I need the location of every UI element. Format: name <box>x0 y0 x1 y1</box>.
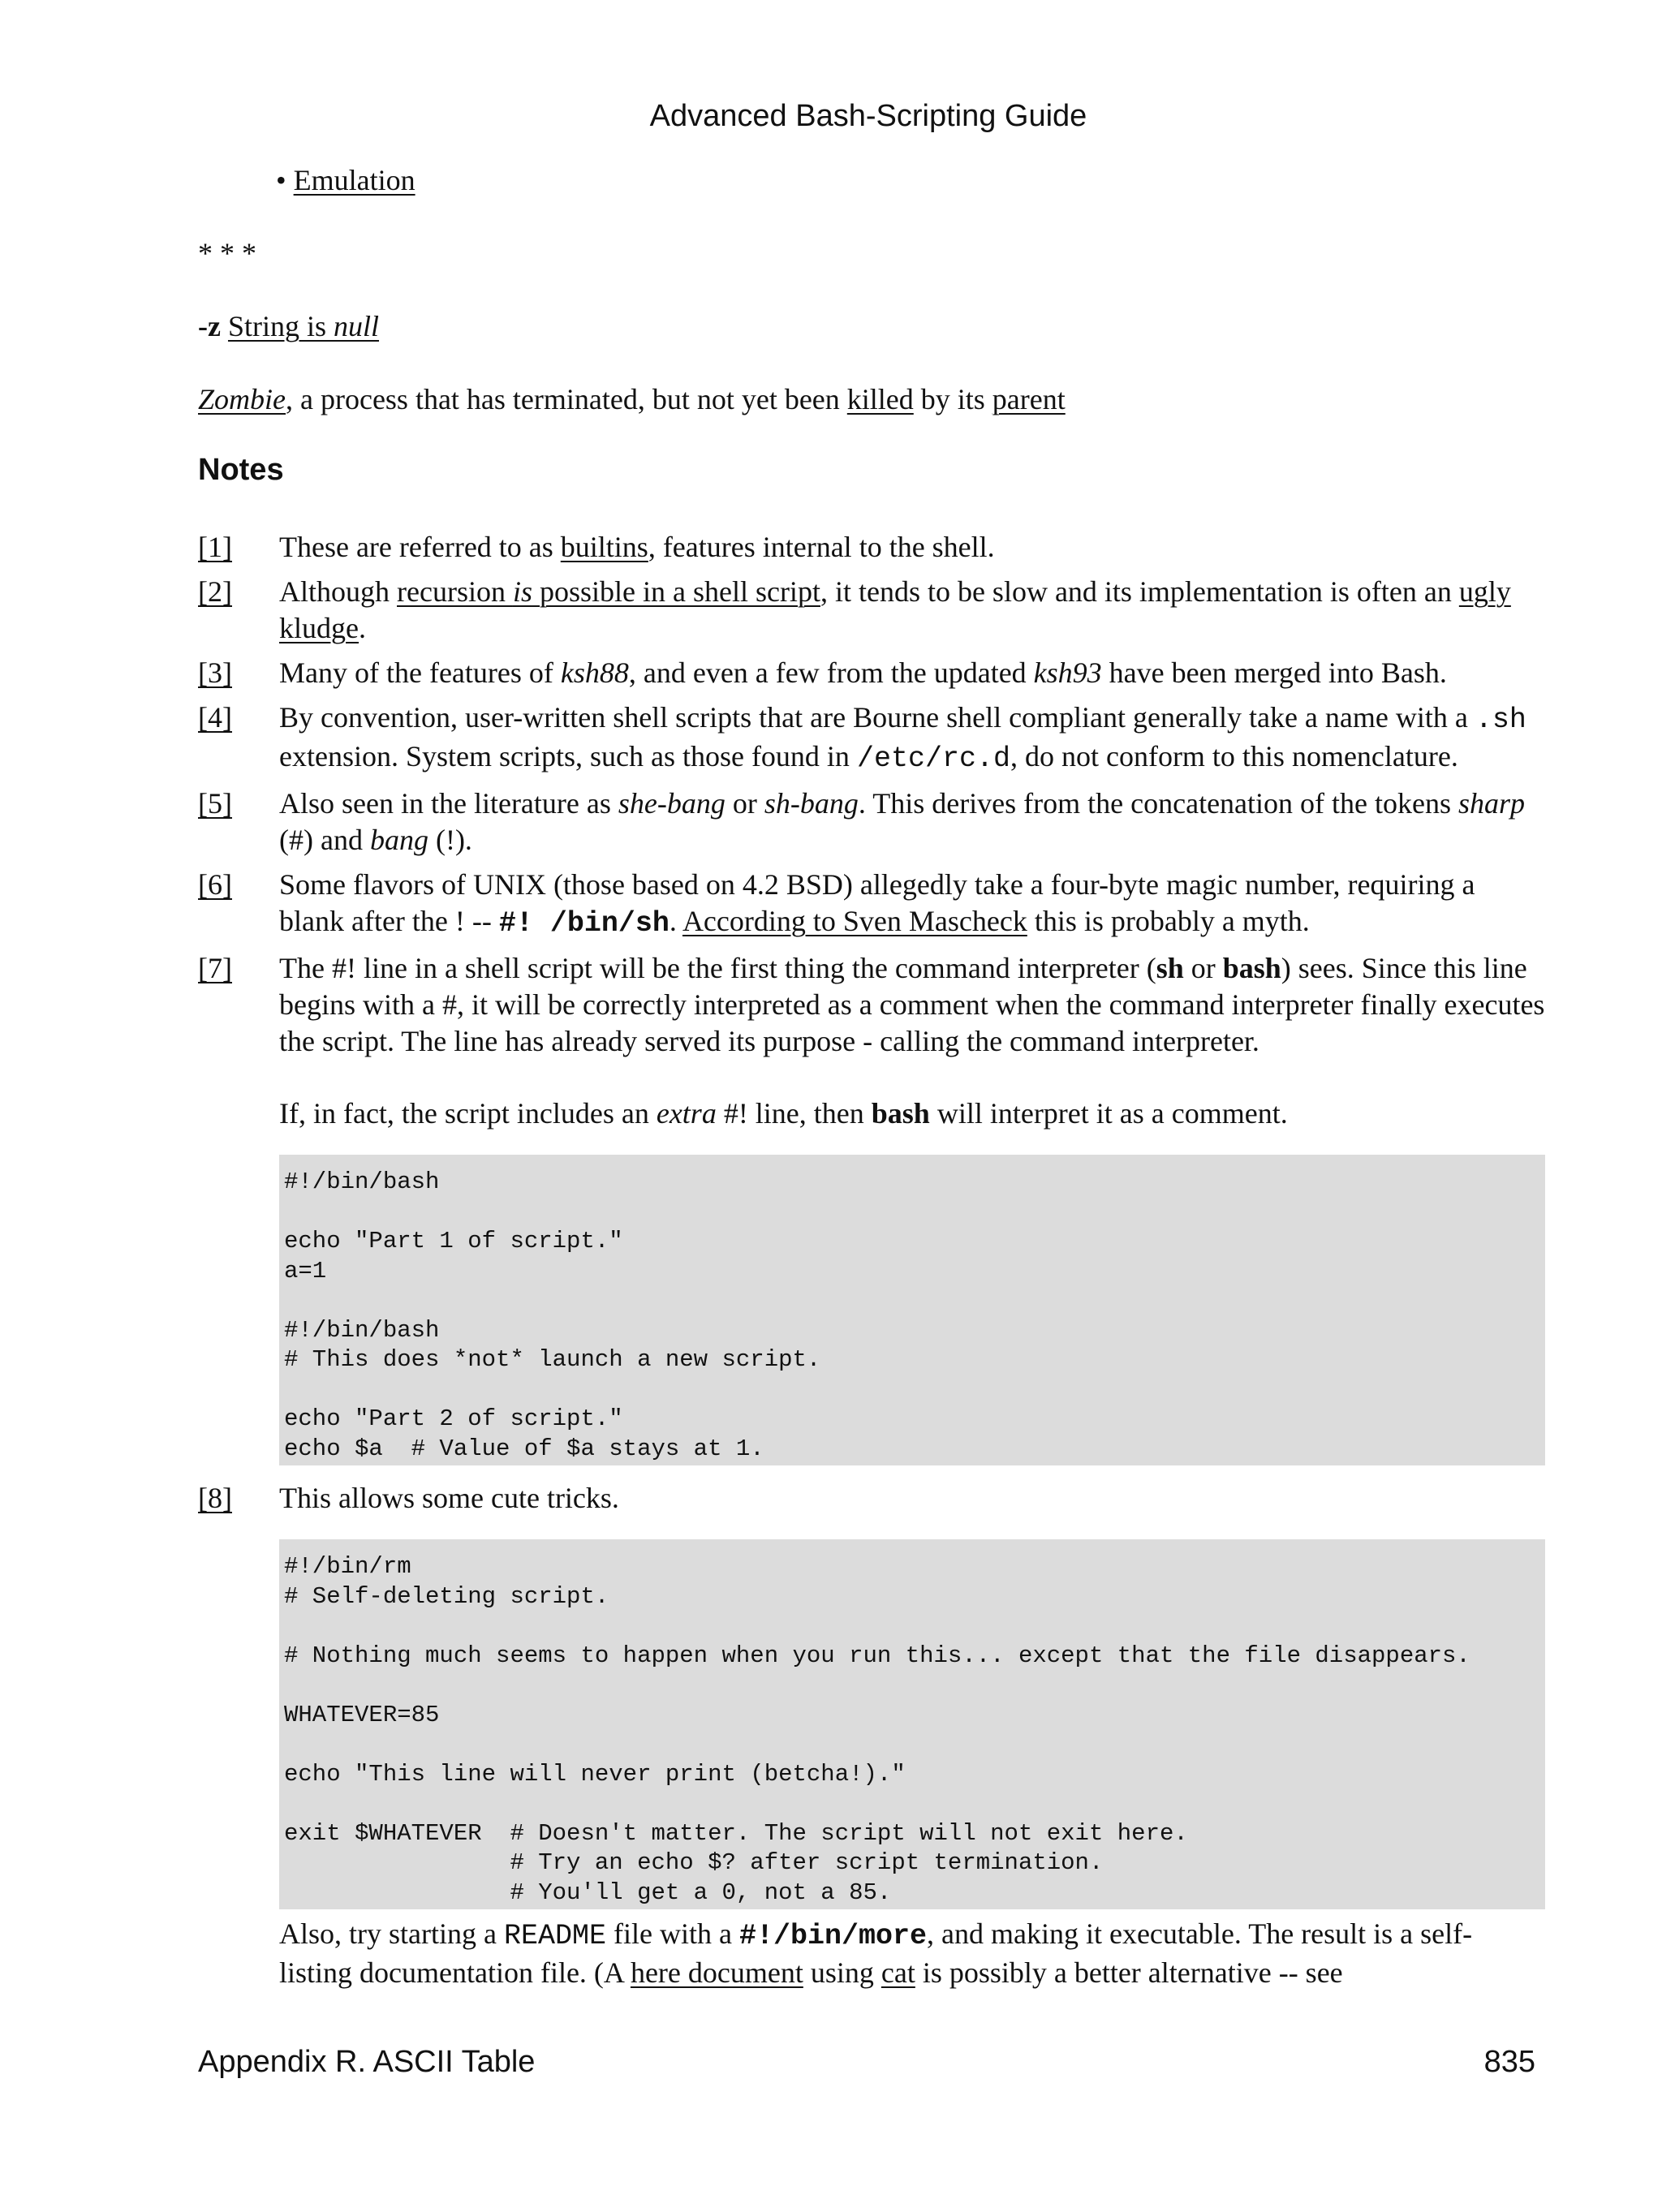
killed-link[interactable]: killed <box>846 383 914 415</box>
note-text: Some flavors of UNIX (those based on 4.2 BSD) allegedly take a four-byte magic number, requiring a blank after the ! -- #! /bin/sh. According to Sven Mascheck this is probably a myth. <box>279 868 1475 940</box>
note-number-link[interactable]: [4] <box>198 701 232 734</box>
bin-more-code: #!/bin/more <box>738 1920 927 1952</box>
note-7 <box>198 950 1545 1472</box>
zombie-link[interactable]: Zombie <box>198 383 286 415</box>
notes-list <box>198 529 1545 1999</box>
note-3 <box>198 655 1545 691</box>
glossary-entry-zombie: Zombie, a process that has terminated, but not yet been killed by its parent <box>198 383 1066 415</box>
note-1 <box>198 529 1545 566</box>
note-number-link[interactable]: [2] <box>198 575 232 608</box>
parent-link[interactable]: parent <box>992 383 1066 415</box>
list-item <box>276 162 416 199</box>
note-text: Although recursion is possible in a shell script, it tends to be slow and its implementation is often an ugly kludge. <box>279 575 1511 644</box>
shebang-code: #! /bin/sh <box>498 907 670 940</box>
note-number-link[interactable]: [7] <box>198 952 232 984</box>
note-5 <box>198 785 1545 859</box>
note-text: The #! line in a shell script will be the first thing the command interpreter (sh or bash) sees. Since this line begins with a #, it will be correctly interpreted as a comment when the command interpreter finally executes the script. The line has already served its purpose - calling the command interpreter. If, in fact, the script includes an extra #! line, then bash will interpret it as a comment. #!/bin/bash echo "Part 1 of script." a=1 #!/bin/bash # This does *not* launch a new script. echo "Part 2 of script." echo $a # Value of $a stays at 1. <box>279 950 1545 1472</box>
etc-rc-d-code: /etc/rc.d <box>856 742 1010 775</box>
note-text: Also seen in the literature as she-bang or sh-bang. This derives from the concatenation of the tokens sharp (#) and bang (!). <box>279 787 1526 856</box>
note-number-link[interactable]: [8] <box>198 1482 232 1514</box>
notes-heading: Notes <box>198 453 284 487</box>
sh-extension-code: .sh <box>1475 704 1526 736</box>
note-text: By convention, user-written shell scripts that are Bourne shell compliant generally take a name with a .sh extension. System scripts, such as those found in /etc/rc.d, do not conform to this nomenclature. <box>279 701 1526 775</box>
code-block: #!/bin/bash echo "Part 1 of script." a=1 #!/bin/bash # This does *not* launch a new script. echo "Part 2 of script." echo $a # Value of $a stays at 1. <box>279 1155 1545 1465</box>
bullet: • <box>276 164 286 196</box>
cat-link[interactable]: cat <box>881 1956 915 1989</box>
note-8 <box>198 1480 1545 1991</box>
builtins-link[interactable]: builtins <box>560 531 648 563</box>
string-is-null-link[interactable]: String is null <box>227 310 380 342</box>
page-header: Advanced Bash-Scripting Guide <box>649 99 1087 133</box>
recursion-link[interactable]: recursion is possible in a shell script <box>397 575 820 608</box>
z-flag: -z <box>198 310 221 342</box>
note-number-link[interactable]: [1] <box>198 531 232 563</box>
glossary-entry-z <box>198 308 379 345</box>
footer-chapter: Appendix R. ASCII Table <box>198 2045 536 2079</box>
readme-code: README <box>503 1920 606 1952</box>
note-text: This allows some cute tricks. #!/bin/rm # Self-deleting script. # Nothing much seems to happen when you run this... except that the file disappears. WHATEVER=85 echo "This line will never print (betcha!)." exit $WHATEVER # Doesn't matter. The script will not exit here. # Try an echo $? after script termination. # You'll get a 0, not a 85. Also, try starting a README file with a #!/bin/more, and making it executable. The result is a self-listing documentation file. (A here document using cat is possibly a better alternative -- see <box>279 1480 1545 1991</box>
note-4 <box>198 699 1545 777</box>
ugly-kludge-link[interactable]: ugly kludge <box>279 575 1511 644</box>
note-text: Many of the features of ksh88, and even a few from the updated ksh93 have been merged into Bash. <box>279 656 1447 689</box>
note-2 <box>198 574 1545 647</box>
sven-mascheck-link[interactable]: According to Sven Mascheck <box>682 905 1027 937</box>
page-number: 835 <box>1483 2045 1535 2079</box>
note-number-link[interactable]: [3] <box>198 656 232 689</box>
note-number-link[interactable]: [6] <box>198 868 232 901</box>
note-text: These are referred to as builtins, features internal to the shell. <box>279 531 995 563</box>
here-document-link[interactable]: here document <box>630 1956 803 1989</box>
note-number-link[interactable]: [5] <box>198 787 232 820</box>
note-6 <box>198 867 1545 942</box>
separator: * * * <box>198 237 256 269</box>
code-block: #!/bin/rm # Self-deleting script. # Nothing much seems to happen when you run this... except that the file disappears. WHATEVER=85 echo "This line will never print (betcha!)." exit $WHATEVER # Doesn't matter. The script will not exit here. # Try an echo $? after script termination. # You'll get a 0, not a 85. <box>279 1539 1545 1909</box>
emulation-link[interactable]: Emulation <box>293 164 416 196</box>
